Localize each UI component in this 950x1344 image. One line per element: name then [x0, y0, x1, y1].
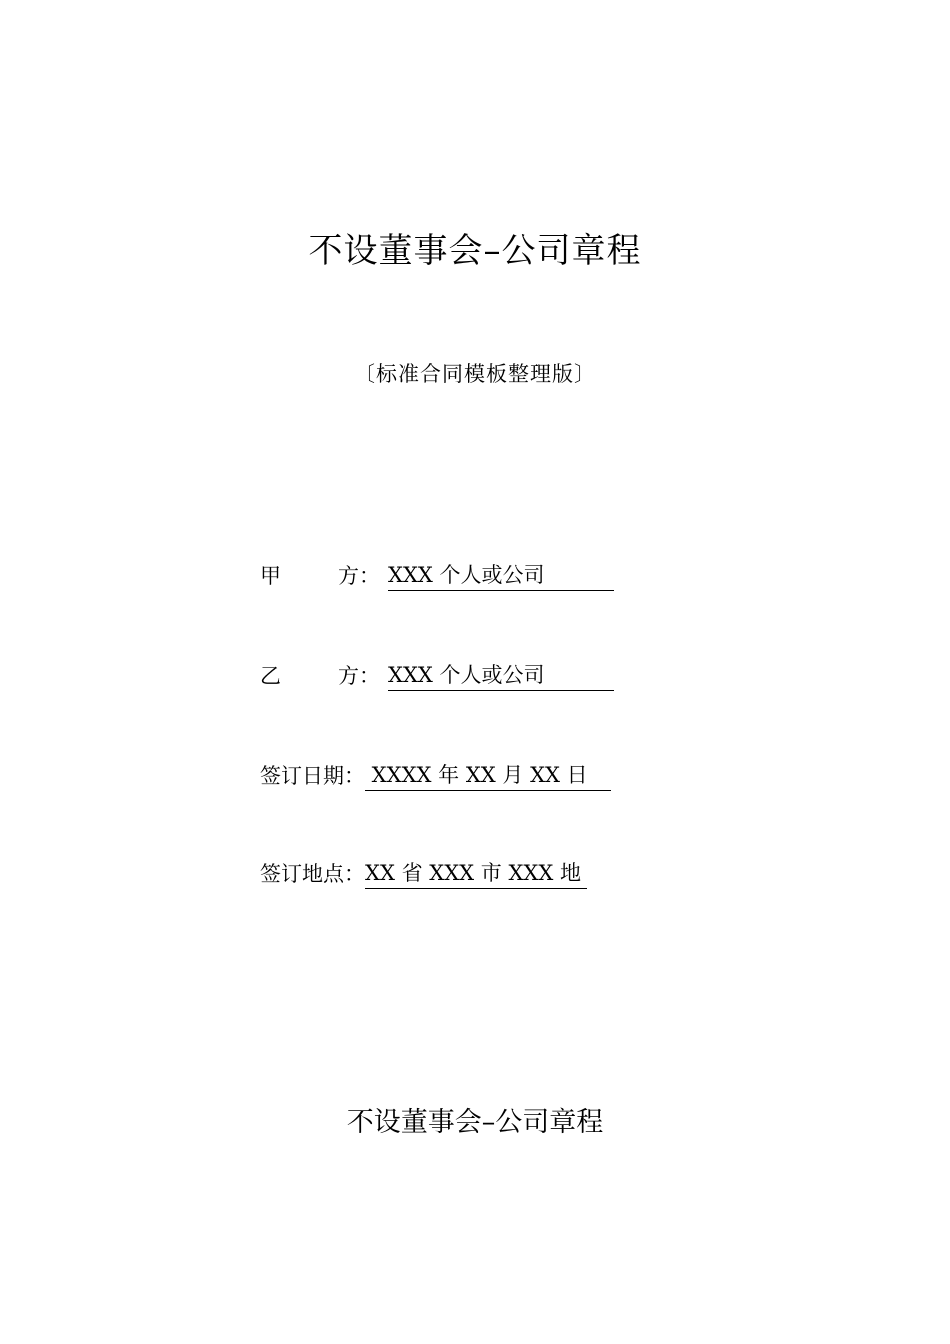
sign-place-label: 签订地点：	[260, 862, 365, 886]
footer-title: 不设董事会–公司章程	[346, 1107, 604, 1138]
party-a-row	[260, 560, 614, 592]
party-a-value: XXX 个人或公司	[388, 560, 614, 591]
party-b-label-char2: 方：	[338, 664, 380, 688]
party-a-label-char1: 甲	[260, 564, 281, 588]
document-subtitle: 〔标准合同模板整理版〕	[354, 362, 596, 386]
party-b-row	[260, 660, 614, 692]
sign-date-row	[260, 760, 611, 792]
party-a-label-char2: 方：	[338, 564, 380, 588]
party-b-value: XXX 个人或公司	[388, 660, 614, 691]
document-title: 不设董事会–公司章程	[308, 231, 642, 271]
sign-place-row	[260, 858, 587, 890]
party-b-label-char1: 乙	[260, 664, 281, 688]
sign-date-label: 签订日期：	[260, 764, 365, 788]
sign-place-value: XX 省 XXX 市 XXX 地	[365, 858, 587, 889]
sign-date-value: XXXX 年 XX 月 XX 日	[365, 760, 611, 791]
